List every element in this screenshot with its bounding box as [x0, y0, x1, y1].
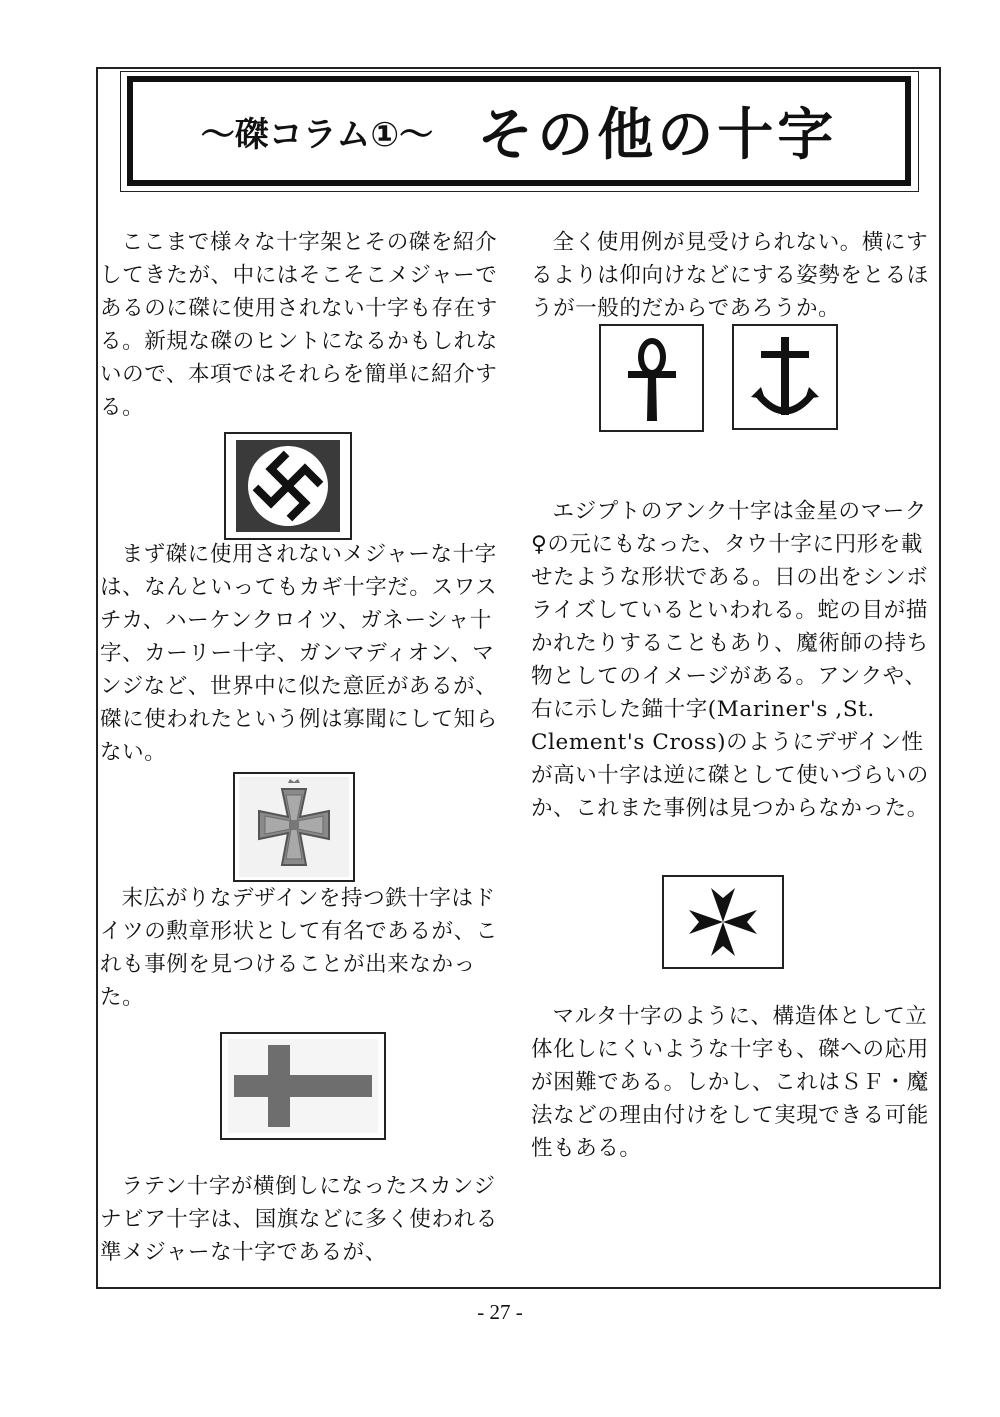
- iron-cross-figure: [233, 772, 355, 882]
- left-paragraph-intro: ここまで様々な十字架とその磔を紹介してきたが、中にはそこそこメジャーであるのに磔に使用されない十字も存在する。新規な磔のヒントになるかもしれないので、本項ではそれらを簡単に紹介する。: [100, 230, 498, 420]
- right-paragraph-maltese: マルタ十字のように、構造体として立体化しにくいような十字も、磔への応用が困難である。しかし、これはＳＦ・魔法などの理由付けをして実現できる可能性もある。: [531, 1004, 929, 1161]
- ankh-figure: [599, 324, 704, 432]
- ankh-icon: [612, 331, 692, 425]
- swastika-figure: [224, 432, 352, 540]
- left-paragraph-nordic-cross: ラテン十字が横倒しになったスカンジナビア十字は、国旗などに多く使われる準メジャーな十字であるが、: [100, 1174, 498, 1265]
- anchor-cross-figure: [732, 324, 838, 430]
- maltese-cross-icon: [673, 882, 773, 962]
- left-paragraph-swastika: まず磔に使用されないメジャーな十字は、なんといってもカギ十字だ。スワスチカ、ハーケンクロイツ、ガネーシャ十字、カーリー十字、ガンマディオン、マンジなど、世界中に似た意匠があるが、磔に使われたという例は寡聞にして知らない。: [100, 542, 498, 765]
- right-paragraph-ankh: エジプトのアンク十字は金星のマーク♀の元にもなった、タウ十字に円形を載せたような形状である。日の出をシンボライズしているといわれる。蛇の目が描かれたりすることもあり、魔術師の持ち物としてのイメージがある。アンクや、右に示した錨十字(Mariner's ,St. Clement's Cross)のようにデザイン性が高い十字は逆に磔として使いづらいのか、これまた事例は見つからなかった。: [531, 499, 929, 821]
- swastika-icon: [232, 440, 344, 532]
- nordic-cross-figure: [220, 1032, 386, 1140]
- maltese-cross-figure: [662, 875, 784, 969]
- anchor-cross-icon: [739, 331, 831, 423]
- page-number: - 27 -: [477, 1300, 523, 1324]
- title-box: [127, 76, 911, 186]
- page-title: その他の十字: [477, 103, 838, 168]
- left-paragraph-iron-cross: 末広がりなデザインを持つ鉄十字はドイツの勲章形状として有名であるが、これも事例を見つけることが出来なかった。: [100, 886, 498, 1010]
- column-label: ～磔コラム①～: [200, 114, 434, 155]
- iron-cross-icon: [239, 777, 349, 877]
- right-paragraph-continued: 全く使用例が見受けられない。横にするよりは仰向けなどにする姿勢をとるほうが一般的だからであろうか。: [531, 230, 929, 321]
- nordic-cross-icon: [228, 1039, 378, 1133]
